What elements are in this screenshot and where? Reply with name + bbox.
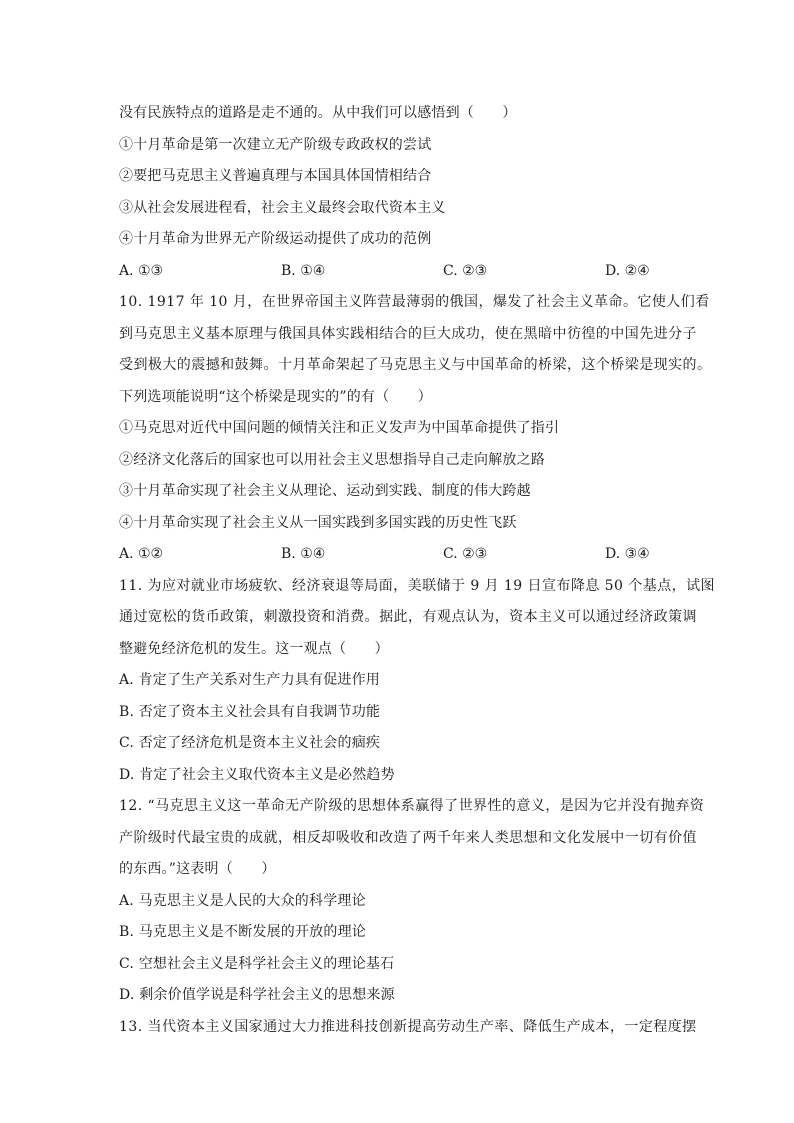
- exam-page: [119, 98, 715, 1043]
- question-11: [119, 571, 715, 792]
- question-stem: 的东西。”这表明（ ）: [119, 861, 276, 877]
- statement: ②要把马克思主义普遍真理与本国具体国情相结合: [119, 168, 432, 184]
- option-a: A. ①②: [119, 546, 164, 562]
- option-d: D. ③④: [605, 546, 650, 562]
- answer-options: [119, 256, 679, 288]
- option-d: D. 肯定了社会主义取代资本主义是必然趋势: [119, 766, 395, 783]
- question-stem: 通过宽松的货币政策，刺激投资和消费。据此，有观点认为，资本主义可以通过经济政策调: [119, 609, 697, 625]
- option-b: B. ①④: [281, 262, 326, 279]
- question-9: [119, 98, 679, 287]
- question-stem: 到马克思主义基本原理与俄国具体实践相结合的巨大成功，使在黑暗中彷徨的中国先进分子: [119, 325, 697, 342]
- question-stem: 产阶级时代最宝贵的成就，相反却吸收和改造了两千年来人类思想和文化发展中一切有价值: [119, 829, 697, 846]
- option-c: C. ②③: [443, 546, 488, 562]
- statement: ②经济文化落后的国家也可以用社会主义思想指导自己走向解放之路: [119, 451, 545, 468]
- option-b: B. 否定了资本主义社会具有自我调节功能: [119, 703, 381, 720]
- question-stem: 下列选项能说明“这个桥梁是现实的”的有（ ）: [119, 388, 432, 405]
- question-stem: 12. “马克思主义这一革命无产阶级的思想体系赢得了世界性的意义，是因为它并没有抛弃资: [119, 798, 705, 814]
- option-b: B. 马克思主义是不断发展的开放的理论: [119, 924, 366, 940]
- statement: ③从社会发展进程看，社会主义最终会取代资本主义: [119, 199, 446, 216]
- question-12: [119, 791, 705, 1012]
- option-d: D. ②④: [605, 262, 650, 279]
- statement: ①马克思对近代中国问题的倾情关注和正义发声为中国革命提供了指引: [119, 420, 560, 436]
- statement: ③十月革命实现了社会主义从理论、运动到实践、制度的伟大跨越: [119, 483, 531, 499]
- option-a: A. 马克思主义是人民的大众的科学理论: [119, 892, 366, 909]
- option-d: D. 剩余价值学说是科学社会主义的思想来源: [119, 987, 395, 1003]
- option-c: C. 空想社会主义是科学社会主义的理论基石: [119, 955, 395, 972]
- question-stem: 没有民族特点的道路是走不通的。从中我们可以感悟到（ ）: [119, 105, 517, 121]
- question-stem: 受到极大的震撼和鼓舞。十月革命架起了马克思主义与中国革命的桥梁，这个桥梁是现实的。: [119, 357, 712, 373]
- question-10: [119, 287, 712, 571]
- option-c: C. 否定了经济危机是资本主义社会的痼疾: [119, 735, 381, 751]
- question-stem: 10. 1917 年 10 月，在世界帝国主义阵营最薄弱的俄国，爆发了社会主义革命。它使人们看: [119, 294, 710, 310]
- question-stem: 整避免经济危机的发生。这一观点（ ）: [119, 640, 389, 657]
- option-a: A. 肯定了生产关系对生产力具有促进作用: [119, 672, 381, 688]
- statement: ④十月革命为世界无产阶级运动提供了成功的范例: [119, 231, 432, 247]
- question-stem: 13. 当代资本主义国家通过大力推进科技创新提高劳动生产率、降低生产成本，一定程度摆: [119, 1018, 697, 1035]
- question-13: [119, 1012, 697, 1044]
- option-c: C. ②③: [443, 262, 488, 279]
- answer-options: [119, 539, 679, 571]
- statement: ④十月革命实现了社会主义从一国实践到多国实践的历史性飞跃: [119, 514, 517, 531]
- question-stem: 11. 为应对就业市场疲软、经济衰退等局面，美联储于 9 月 19 日宣布降息 50 个基点，试图: [119, 577, 715, 594]
- statement: ①十月革命是第一次建立无产阶级专政政权的尝试: [119, 136, 432, 153]
- option-a: A. ①③: [119, 262, 164, 279]
- option-b: B. ①④: [281, 546, 326, 562]
